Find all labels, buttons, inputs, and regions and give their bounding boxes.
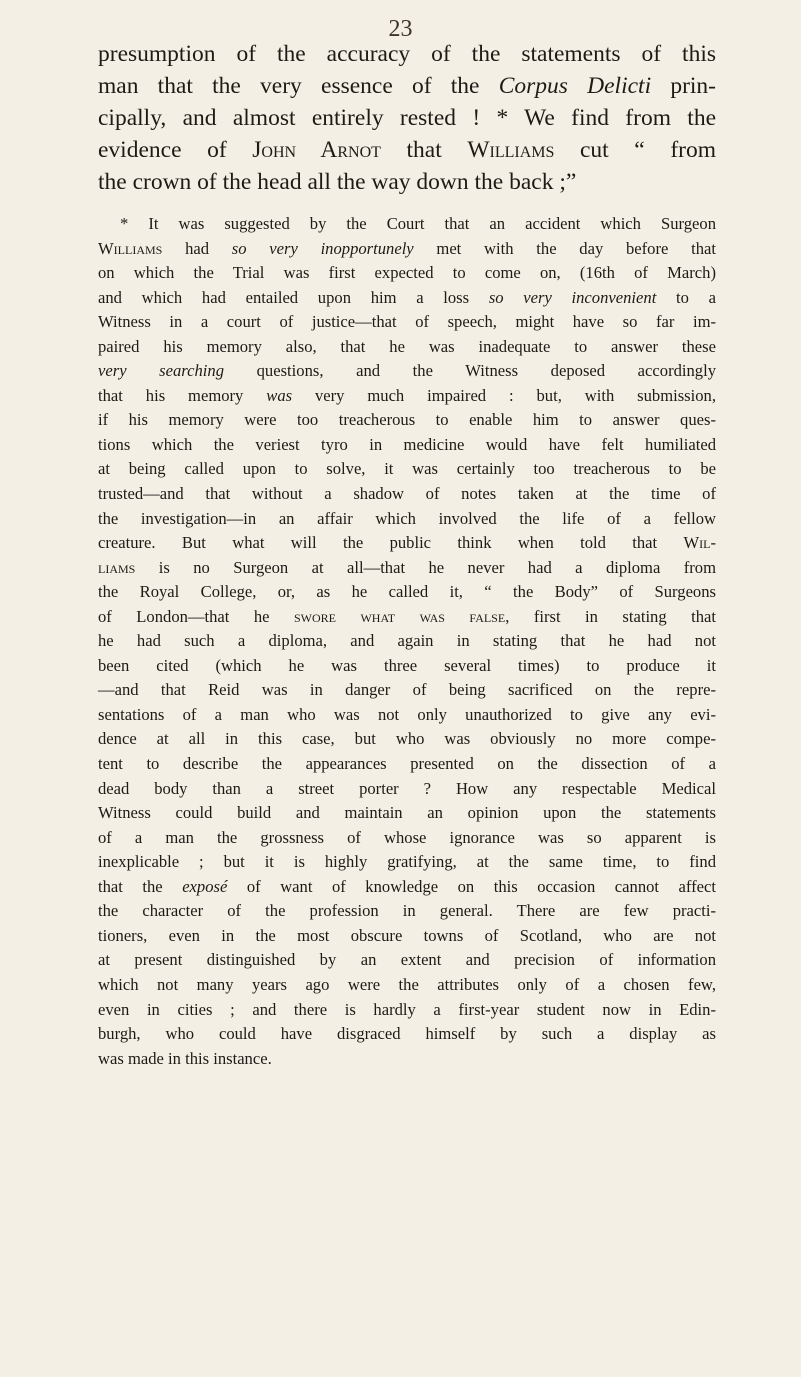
footnote-line: that his memory was very much impaired : but, with submission, (98, 385, 716, 405)
name-williams: Williams (467, 137, 555, 163)
footnote-line: even in cities ; and there is hardly a first-year student now in Edin- (98, 999, 716, 1019)
footnote-line: Williams had so very inopportunely met with the day before that (98, 238, 716, 258)
footnote-line: Witness in a court of justice—that of speech, might have so far im- (98, 312, 716, 332)
footnote-line: the investigation—in an affair which involved the life of a fellow (98, 508, 716, 528)
footnote-line: tioners, even in the most obscure towns of Scotland, who are not (98, 925, 716, 945)
footnote-line: sentations of a man who was not only unauthorized to give any evi- (98, 704, 716, 724)
footnote-line: inexplicable ; but it is highly gratifying, at the same time, to find (98, 852, 716, 872)
text-line: the crown of the head all the way down the back ;” (98, 169, 577, 195)
footnote-line: of London—that he swore what was false, first in stating that (98, 606, 716, 626)
footnote-line: burgh, who could have disgraced himself by such a display as (98, 1024, 716, 1044)
text-line: cipally, and almost entirely rested ! * We find from the (98, 105, 716, 131)
footnote-line: Witness could build and maintain an opinion upon the statements (98, 803, 716, 823)
main-paragraph (98, 38, 716, 198)
footnote-line: which not many years ago were the attributes only of a chosen few, (98, 974, 716, 994)
corpus-delicti-phrase: Corpus Delicti (498, 73, 652, 99)
footnote-line: if his memory were too treacherous to enable him to answer ques- (98, 410, 716, 430)
footnote-line: dead body than a street porter ? How any respectable Medical (98, 778, 716, 798)
name-john-arnot: John Arnot (252, 137, 381, 163)
footnote-line: creature. But what will the public think when told that Wil- (98, 533, 716, 553)
footnote-line: been cited (which he was three several times) to produce it (98, 655, 716, 675)
footnote-line: paired his memory also, that he was inadequate to answer these (98, 336, 716, 356)
footnote-line: the character of the profession in general. There are few practi- (98, 901, 716, 921)
footnote-line: at present distinguished by an extent and precision of information (98, 950, 716, 970)
footnote-line: —and that Reid was in danger of being sacrificed on the repre- (98, 680, 716, 700)
footnote-line: trusted—and that without a shadow of notes taken at the time of (98, 484, 716, 504)
footnote-line: very searching questions, and the Witness deposed accordingly (98, 361, 717, 381)
footnote-line: dence at all in this case, but who was obviously no more compe- (98, 729, 716, 749)
footnote-line: tent to describe the appearances presented on the dissection of a (98, 754, 716, 774)
footnote-line: on which the Trial was first expected to come on, (16th of March) (98, 263, 716, 283)
text-line: man that the very essence of the Corpus Delicti prin- (98, 73, 717, 99)
footnote-line: that the exposé of want of knowledge on this occasion cannot affect (98, 876, 716, 896)
footnote-line: at being called upon to solve, it was certainly too treacherous to be (98, 459, 716, 479)
page-number: 23 (388, 16, 413, 42)
footnote-line: was made in this instance. (98, 1048, 272, 1068)
footnote-line: * It was suggested by the Court that an accident which Surgeon (120, 214, 716, 233)
footnote-line: and which had entailed upon him a loss so very inconvenient to a (98, 287, 716, 307)
footnote-line: he had such a diploma, and again in stating that he had not (98, 631, 716, 651)
text-line: presumption of the accuracy of the statements of this (98, 41, 716, 67)
footnote (98, 212, 716, 1071)
footnote-line: of a man the grossness of whose ignorance was so apparent is (98, 827, 716, 847)
text-line: evidence of John Arnot that Williams cut “ from (98, 137, 716, 163)
footnote-line: tions which the veriest tyro in medicine would have felt humiliated (98, 434, 716, 454)
footnote-line: liams is no Surgeon at all—that he never had a diploma from (98, 557, 716, 577)
footnote-line: the Royal College, or, as he called it, “ the Body” of Surgeons (98, 582, 716, 602)
